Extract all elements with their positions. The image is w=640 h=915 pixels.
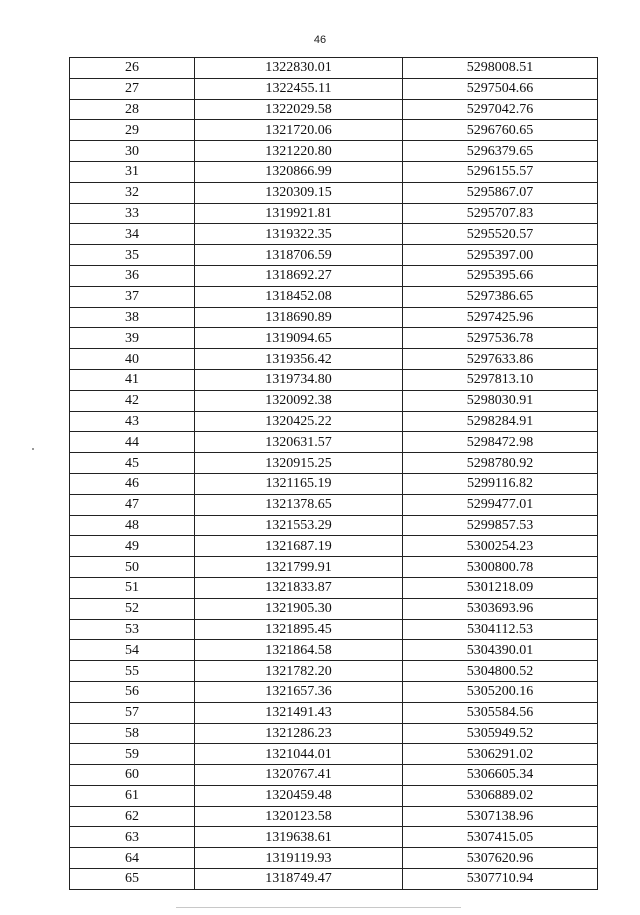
x-coordinate-cell: 1320309.15	[195, 182, 403, 203]
x-coordinate-cell: 1321165.19	[195, 473, 403, 494]
point-number-cell: 60	[70, 765, 195, 786]
table-row	[70, 224, 598, 245]
point-number-cell: 65	[70, 869, 195, 890]
point-number-cell: 40	[70, 349, 195, 370]
table-row	[70, 577, 598, 598]
table-row	[70, 681, 598, 702]
point-number-cell: 64	[70, 848, 195, 869]
y-coordinate-cell: 5298284.91	[403, 411, 598, 432]
y-coordinate-cell: 5297633.86	[403, 349, 598, 370]
point-number-cell: 48	[70, 515, 195, 536]
y-coordinate-cell: 5297042.76	[403, 99, 598, 120]
table-row	[70, 328, 598, 349]
x-coordinate-cell: 1318692.27	[195, 265, 403, 286]
y-coordinate-cell: 5299116.82	[403, 473, 598, 494]
x-coordinate-cell: 1321687.19	[195, 536, 403, 557]
y-coordinate-cell: 5306605.34	[403, 765, 598, 786]
table-row	[70, 120, 598, 141]
x-coordinate-cell: 1320092.38	[195, 390, 403, 411]
point-number-cell: 26	[70, 58, 195, 79]
y-coordinate-cell: 5304112.53	[403, 619, 598, 640]
point-number-cell: 42	[70, 390, 195, 411]
x-coordinate-cell: 1321720.06	[195, 120, 403, 141]
y-coordinate-cell: 5297386.65	[403, 286, 598, 307]
y-coordinate-cell: 5300800.78	[403, 557, 598, 578]
table-row	[70, 453, 598, 474]
table-row	[70, 869, 598, 890]
x-coordinate-cell: 1318706.59	[195, 245, 403, 266]
x-coordinate-cell: 1319734.80	[195, 369, 403, 390]
x-coordinate-cell: 1321782.20	[195, 661, 403, 682]
y-coordinate-cell: 5298780.92	[403, 453, 598, 474]
table-row	[70, 619, 598, 640]
point-number-cell: 58	[70, 723, 195, 744]
y-coordinate-cell: 5305949.52	[403, 723, 598, 744]
y-coordinate-cell: 5304390.01	[403, 640, 598, 661]
point-number-cell: 53	[70, 619, 195, 640]
x-coordinate-cell: 1322029.58	[195, 99, 403, 120]
x-coordinate-cell: 1320767.41	[195, 765, 403, 786]
point-number-cell: 55	[70, 661, 195, 682]
point-number-cell: 62	[70, 806, 195, 827]
table-row	[70, 161, 598, 182]
point-number-cell: 54	[70, 640, 195, 661]
coordinates-table-body	[70, 58, 598, 890]
table-row	[70, 723, 598, 744]
table-row	[70, 827, 598, 848]
x-coordinate-cell: 1321553.29	[195, 515, 403, 536]
table-row	[70, 473, 598, 494]
y-coordinate-cell: 5306889.02	[403, 785, 598, 806]
x-coordinate-cell: 1320123.58	[195, 806, 403, 827]
y-coordinate-cell: 5295520.57	[403, 224, 598, 245]
point-number-cell: 38	[70, 307, 195, 328]
y-coordinate-cell: 5297504.66	[403, 78, 598, 99]
point-number-cell: 39	[70, 328, 195, 349]
y-coordinate-cell: 5295397.00	[403, 245, 598, 266]
x-coordinate-cell: 1321378.65	[195, 494, 403, 515]
x-coordinate-cell: 1320915.25	[195, 453, 403, 474]
y-coordinate-cell: 5307415.05	[403, 827, 598, 848]
table-row	[70, 349, 598, 370]
point-number-cell: 36	[70, 265, 195, 286]
point-number-cell: 61	[70, 785, 195, 806]
table-row	[70, 765, 598, 786]
x-coordinate-cell: 1321833.87	[195, 577, 403, 598]
point-number-cell: 44	[70, 432, 195, 453]
table-row	[70, 806, 598, 827]
x-coordinate-cell: 1318749.47	[195, 869, 403, 890]
table-row	[70, 744, 598, 765]
point-number-cell: 31	[70, 161, 195, 182]
y-coordinate-cell: 5304800.52	[403, 661, 598, 682]
y-coordinate-cell: 5296760.65	[403, 120, 598, 141]
table-row	[70, 78, 598, 99]
table-row	[70, 557, 598, 578]
point-number-cell: 32	[70, 182, 195, 203]
y-coordinate-cell: 5297425.96	[403, 307, 598, 328]
y-coordinate-cell: 5305200.16	[403, 681, 598, 702]
y-coordinate-cell: 5298472.98	[403, 432, 598, 453]
x-coordinate-cell: 1320631.57	[195, 432, 403, 453]
table-row	[70, 536, 598, 557]
point-number-cell: 52	[70, 598, 195, 619]
point-number-cell: 45	[70, 453, 195, 474]
x-coordinate-cell: 1322455.11	[195, 78, 403, 99]
y-coordinate-cell: 5307710.94	[403, 869, 598, 890]
x-coordinate-cell: 1319119.93	[195, 848, 403, 869]
y-coordinate-cell: 5301218.09	[403, 577, 598, 598]
y-coordinate-cell: 5307138.96	[403, 806, 598, 827]
bottom-rule	[176, 907, 461, 908]
x-coordinate-cell: 1319322.35	[195, 224, 403, 245]
x-coordinate-cell: 1318452.08	[195, 286, 403, 307]
table-row	[70, 411, 598, 432]
table-row	[70, 661, 598, 682]
point-number-cell: 46	[70, 473, 195, 494]
x-coordinate-cell: 1321491.43	[195, 702, 403, 723]
point-number-cell: 47	[70, 494, 195, 515]
x-coordinate-cell: 1319356.42	[195, 349, 403, 370]
point-number-cell: 35	[70, 245, 195, 266]
y-coordinate-cell: 5303693.96	[403, 598, 598, 619]
x-coordinate-cell: 1321220.80	[195, 141, 403, 162]
x-coordinate-cell: 1319094.65	[195, 328, 403, 349]
scan-artifact	[32, 448, 34, 450]
x-coordinate-cell: 1321895.45	[195, 619, 403, 640]
y-coordinate-cell: 5300254.23	[403, 536, 598, 557]
point-number-cell: 28	[70, 99, 195, 120]
y-coordinate-cell: 5295707.83	[403, 203, 598, 224]
point-number-cell: 63	[70, 827, 195, 848]
page-number: 46	[313, 34, 327, 46]
x-coordinate-cell: 1321044.01	[195, 744, 403, 765]
point-number-cell: 33	[70, 203, 195, 224]
x-coordinate-cell: 1321905.30	[195, 598, 403, 619]
table-row	[70, 203, 598, 224]
point-number-cell: 56	[70, 681, 195, 702]
x-coordinate-cell: 1321799.91	[195, 557, 403, 578]
table-row	[70, 58, 598, 79]
table-row	[70, 141, 598, 162]
x-coordinate-cell: 1321657.36	[195, 681, 403, 702]
x-coordinate-cell: 1319921.81	[195, 203, 403, 224]
y-coordinate-cell: 5298008.51	[403, 58, 598, 79]
point-number-cell: 59	[70, 744, 195, 765]
point-number-cell: 57	[70, 702, 195, 723]
table-row	[70, 640, 598, 661]
x-coordinate-cell: 1320459.48	[195, 785, 403, 806]
table-row	[70, 182, 598, 203]
y-coordinate-cell: 5299477.01	[403, 494, 598, 515]
x-coordinate-cell: 1320425.22	[195, 411, 403, 432]
table-row	[70, 785, 598, 806]
point-number-cell: 29	[70, 120, 195, 141]
point-number-cell: 27	[70, 78, 195, 99]
x-coordinate-cell: 1322830.01	[195, 58, 403, 79]
y-coordinate-cell: 5297536.78	[403, 328, 598, 349]
point-number-cell: 34	[70, 224, 195, 245]
table-row	[70, 286, 598, 307]
table-row	[70, 432, 598, 453]
table-row	[70, 494, 598, 515]
table-row	[70, 369, 598, 390]
x-coordinate-cell: 1318690.89	[195, 307, 403, 328]
x-coordinate-cell: 1321286.23	[195, 723, 403, 744]
y-coordinate-cell: 5307620.96	[403, 848, 598, 869]
table-row	[70, 598, 598, 619]
x-coordinate-cell: 1321864.58	[195, 640, 403, 661]
table-row	[70, 307, 598, 328]
point-number-cell: 30	[70, 141, 195, 162]
table-row	[70, 99, 598, 120]
y-coordinate-cell: 5305584.56	[403, 702, 598, 723]
point-number-cell: 43	[70, 411, 195, 432]
y-coordinate-cell: 5299857.53	[403, 515, 598, 536]
coordinates-table	[69, 57, 598, 890]
point-number-cell: 50	[70, 557, 195, 578]
point-number-cell: 49	[70, 536, 195, 557]
y-coordinate-cell: 5295395.66	[403, 265, 598, 286]
y-coordinate-cell: 5298030.91	[403, 390, 598, 411]
x-coordinate-cell: 1319638.61	[195, 827, 403, 848]
table-row	[70, 390, 598, 411]
table-row	[70, 515, 598, 536]
table-row	[70, 848, 598, 869]
x-coordinate-cell: 1320866.99	[195, 161, 403, 182]
table-row	[70, 265, 598, 286]
point-number-cell: 41	[70, 369, 195, 390]
y-coordinate-cell: 5306291.02	[403, 744, 598, 765]
point-number-cell: 51	[70, 577, 195, 598]
y-coordinate-cell: 5296155.57	[403, 161, 598, 182]
y-coordinate-cell: 5297813.10	[403, 369, 598, 390]
table-row	[70, 702, 598, 723]
table-row	[70, 245, 598, 266]
point-number-cell: 37	[70, 286, 195, 307]
y-coordinate-cell: 5295867.07	[403, 182, 598, 203]
y-coordinate-cell: 5296379.65	[403, 141, 598, 162]
